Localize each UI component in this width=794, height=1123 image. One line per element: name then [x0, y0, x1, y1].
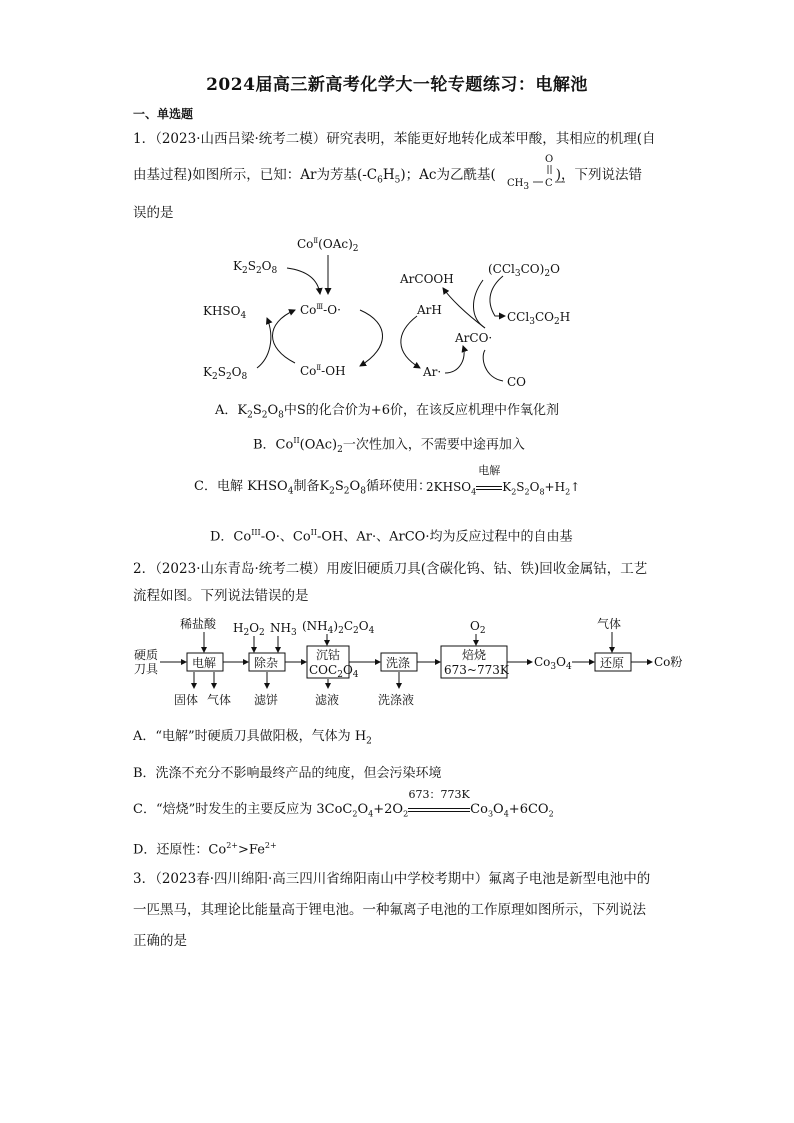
reagent-gas: 气体 — [597, 617, 622, 631]
co-label: CO — [507, 375, 527, 389]
question-3-line-2: 一匹黑马，其理论比能量高于锂电池。一种氟离子电池的工作原理如图所示，下列说法 — [133, 902, 646, 918]
question-2-line-2: 流程如图。下列说法错误的是 — [133, 588, 309, 604]
co-oac2-label: $Co^Ⅱ(OAc)_2$ — [297, 237, 359, 254]
co3-o-radical-label: $Co^Ⅲ-O\cdot$ — [300, 303, 341, 317]
start-label-1: 硬质 — [134, 648, 159, 662]
q2-option-b[interactable]: B．洗涤不充分不影响最终产品的纯度，但会污染环境 — [133, 766, 442, 781]
q2-option-a[interactable]: A．“电解”时硬质刀具做阳极，气体为 $H_2$ — [133, 729, 372, 747]
box-purification-label: 除杂 — [254, 656, 279, 670]
electrolysis-condition: 电解 — [478, 464, 501, 477]
co2-oh-label: $Co^Ⅱ-OH$ — [300, 364, 346, 378]
k2s2o8-bottom-label: $K_2S_2O_8$ — [203, 365, 248, 382]
k2s2o8-top-label: $K_2S_2O_8$ — [233, 259, 278, 276]
out-filter-cake: 滤饼 — [254, 693, 279, 707]
box-electrolysis-label: 电解 — [192, 656, 217, 670]
start-label-2: 刀具 — [134, 662, 159, 676]
ccl3co2h-label: $CCl_3CO_2H$ — [507, 310, 571, 327]
box-roasting-temp: 673~773K — [444, 663, 509, 677]
acetyl-oxygen: O — [545, 154, 554, 165]
q1-option-c[interactable]: C．电解 $KHSO_4$制备$K_2S_2O_8$循环使用： — [194, 479, 431, 497]
question-3-line-1: 3．（2023春·四川绵阳·高三四川省绵阳南山中学校考期中）氟离子电池是新型电池中的 — [133, 871, 651, 887]
khso4-label: $KHSO_4$ — [203, 304, 247, 321]
q1-option-b[interactable]: B．$Co^{II}(OAc)_2$一次性加入，不需要中途再加入 — [253, 436, 525, 455]
acetyl-structure-svg — [505, 150, 575, 192]
box-reduction-label: 还原 — [600, 656, 625, 670]
q2-option-d[interactable]: D．还原性：$Co^{2+}>Fe^{2+}$ — [133, 841, 277, 858]
q2-option-c[interactable]: C．“焙烧”时发生的主要反应为 $3CoC_2O_4+2O_2$ 673：773K $Co_3O_4+6CO_2$ — [133, 788, 554, 819]
box-coc2o4-label: $COC_2O_4$ — [309, 663, 359, 680]
process-flow-diagram — [130, 612, 690, 712]
reagent-nh3: $NH_3$ — [270, 621, 297, 638]
ccl3co2o-label: $(CCl_3CO)_2O$ — [488, 262, 560, 279]
question-1-line-3: 误的是 — [133, 205, 174, 221]
box-washing-label: 洗涤 — [386, 656, 411, 670]
acetyl-carbon: C — [545, 178, 553, 189]
box-cobalt-precipitation-label: 沉钴 — [316, 648, 341, 662]
ar-radical-label: Ar· — [423, 365, 442, 379]
question-2-line-1: 2．（2023·山东青岛·统考二模）用废旧硬质刀具(含碳化钨、钴、铁)回收金属钴，工艺 — [133, 561, 648, 577]
page-title: 2024届高三新高考化学大一轮专题练习：电解池 — [206, 75, 588, 95]
roasting-condition: 673：773K — [408, 788, 470, 801]
arh-label: ArH — [417, 303, 442, 317]
q1-option-a[interactable]: A．$K_2S_2O_8$中S的化合价为+6价，在该反应机理中作氧化剂 — [215, 403, 559, 421]
out-gas: 气体 — [207, 693, 232, 707]
reagent-h2o2: $H_2O_2$ — [233, 621, 265, 638]
section-heading: 一、单选题 — [133, 107, 194, 121]
acetyl-ch3: CH3 — [507, 178, 530, 192]
reagent-ammonium-oxalate: $(NH_4)_2C_2O_4$ — [302, 619, 375, 636]
q1-option-d[interactable]: D．$Co^{III}-O\cdot$、$Co^{II}-OH$、Ar·、ArCO·均为反应过程中的自由基 — [210, 528, 573, 545]
product-co-powder: Co粉 — [654, 655, 683, 669]
reagent-hcl: 稀盐酸 — [180, 617, 217, 631]
question-1-line-1: 1．（2023·山西吕梁·统考二模）研究表明，苯能更好地转化成苯甲酸，其相应的机理(自 — [133, 131, 656, 147]
intermediate-co3o4: $Co_3O_4$ — [534, 655, 572, 672]
out-wash-liquid: 洗涤液 — [378, 693, 415, 707]
mechanism-diagram — [195, 228, 595, 398]
question-3-line-3: 正确的是 — [133, 933, 187, 949]
q1-option-c-equation: $2KHSO_4$ 电解 $K_2S_2O_8+H_2↑$ — [426, 464, 581, 497]
question-1-line-2: 由基过程)如图所示，已知：Ar为芳基$(-C_6H_5)$；Ac为乙酰基( )，下列说法错 — [133, 167, 643, 186]
arcooh-label: ArCOOH — [400, 272, 454, 286]
out-solid: 固体 — [174, 693, 199, 707]
arco-radical-label: ArCO· — [455, 331, 493, 345]
out-filtrate: 滤液 — [315, 693, 340, 707]
reagent-o2: $O_2$ — [470, 619, 486, 636]
box-roasting-label: 焙烧 — [462, 648, 487, 662]
